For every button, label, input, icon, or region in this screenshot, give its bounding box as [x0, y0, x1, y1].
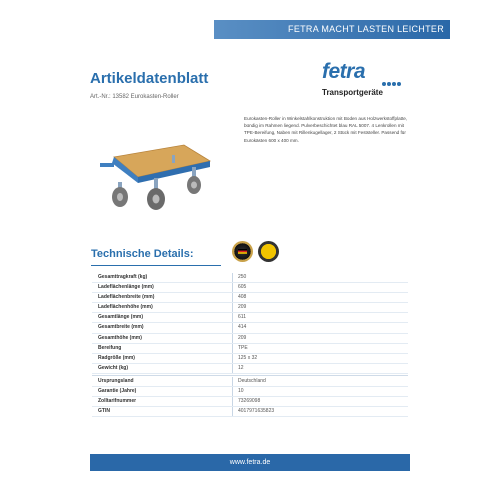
spec-row — [92, 293, 408, 302]
spec-row — [92, 313, 408, 322]
column-separator — [232, 397, 233, 406]
spec-row — [92, 397, 408, 406]
spec-value: 10 — [238, 388, 244, 395]
spec-label: Bereifung — [98, 344, 122, 351]
specs-table — [92, 273, 408, 417]
page-title: Artikeldatenblatt — [90, 70, 209, 87]
spec-value: TPE — [238, 344, 248, 351]
spec-row — [92, 354, 408, 363]
spec-value: 73269098 — [238, 398, 261, 405]
logo-wordmark: fetra — [322, 60, 366, 83]
column-separator — [232, 377, 233, 386]
spec-value: 125 x 32 — [238, 354, 258, 361]
spec-label: Gesamttragkraft (kg) — [98, 274, 148, 280]
spec-label: GTIN — [98, 408, 110, 415]
spec-row — [92, 387, 408, 396]
spec-value: Deutschland — [238, 377, 266, 384]
column-separator — [232, 323, 233, 332]
column-separator — [232, 354, 233, 363]
spec-row — [92, 273, 408, 282]
column-separator — [232, 387, 233, 396]
article-number: Art.-Nr.: 13582 Eurokasten-Roller — [90, 94, 179, 100]
group-divider — [92, 375, 408, 376]
spec-label: Gesamtlänge (mm) — [98, 314, 144, 321]
spec-row — [92, 283, 408, 292]
spec-value: 12 — [238, 364, 244, 371]
spec-value: 408 — [238, 294, 247, 301]
column-separator — [232, 313, 233, 322]
made-in-germany-badge — [232, 241, 253, 262]
spec-row — [92, 334, 408, 343]
logo-dots-icon — [382, 73, 402, 91]
brand-tagline: Transportgeräte — [322, 88, 383, 97]
spec-label: Ursprungsland — [98, 377, 134, 384]
spec-label: Zolltarifnummer — [98, 398, 137, 405]
column-separator — [232, 364, 233, 373]
spec-label: Radgröße (mm) — [98, 354, 135, 361]
spec-label: Ladeflächenbreite (mm) — [98, 294, 155, 301]
spec-value: 4017971635823 — [238, 408, 275, 415]
footer-bar: www.fetra.de — [90, 454, 410, 471]
row-divider — [92, 373, 408, 374]
spec-row — [92, 303, 408, 312]
spec-label: Ladeflächenhöhe (mm) — [98, 304, 153, 311]
section-divider — [91, 265, 221, 266]
warranty-badge — [258, 241, 279, 262]
technical-details-heading: Technische Details: — [91, 248, 194, 260]
spec-value: 414 — [238, 324, 247, 331]
column-separator — [232, 283, 233, 292]
product-description: Eurokasten-Roller in Winkelstahlkonstruktion mit Boden aus Holzwerkstoffplatte, bündig im Rahmen liegend. Pulverbeschichtet blau RAL 5007. 4 Lenkrollen mit TPE-Bereifung, Naben mit Rillenkugellager, 2 Stück mit Feststeller. Passend für Eurokästen 600 x 400 mm. — [244, 116, 408, 143]
specs-group-dimensions — [92, 273, 408, 374]
spec-row — [92, 344, 408, 353]
spec-value: 209 — [238, 304, 247, 311]
specs-group-origin — [92, 377, 408, 417]
product-image — [92, 135, 222, 230]
row-divider — [92, 416, 408, 417]
column-separator — [232, 273, 233, 282]
spec-label: Gesamthöhe (mm) — [98, 334, 142, 341]
spec-value: 605 — [238, 284, 247, 291]
spec-label: Ladeflächenlänge (mm) — [98, 284, 154, 291]
spec-label: Garantie (Jahre) — [98, 388, 137, 395]
column-separator — [232, 303, 233, 312]
spec-row — [92, 323, 408, 332]
spec-value: 250 — [238, 274, 247, 280]
column-separator — [232, 344, 233, 353]
spec-row — [92, 377, 408, 386]
slogan-bar: FETRA MACHT LASTEN LEICHTER — [214, 20, 450, 39]
spec-row — [92, 364, 408, 373]
spec-value: 611 — [238, 314, 246, 321]
column-separator — [232, 407, 233, 416]
top-banner — [0, 0, 500, 58]
spec-label: Gewicht (kg) — [98, 364, 129, 371]
spec-row — [92, 407, 408, 416]
spec-label: Gesamtbreite (mm) — [98, 324, 144, 331]
column-separator — [232, 293, 233, 302]
column-separator — [232, 334, 233, 343]
spec-value: 209 — [238, 334, 247, 341]
